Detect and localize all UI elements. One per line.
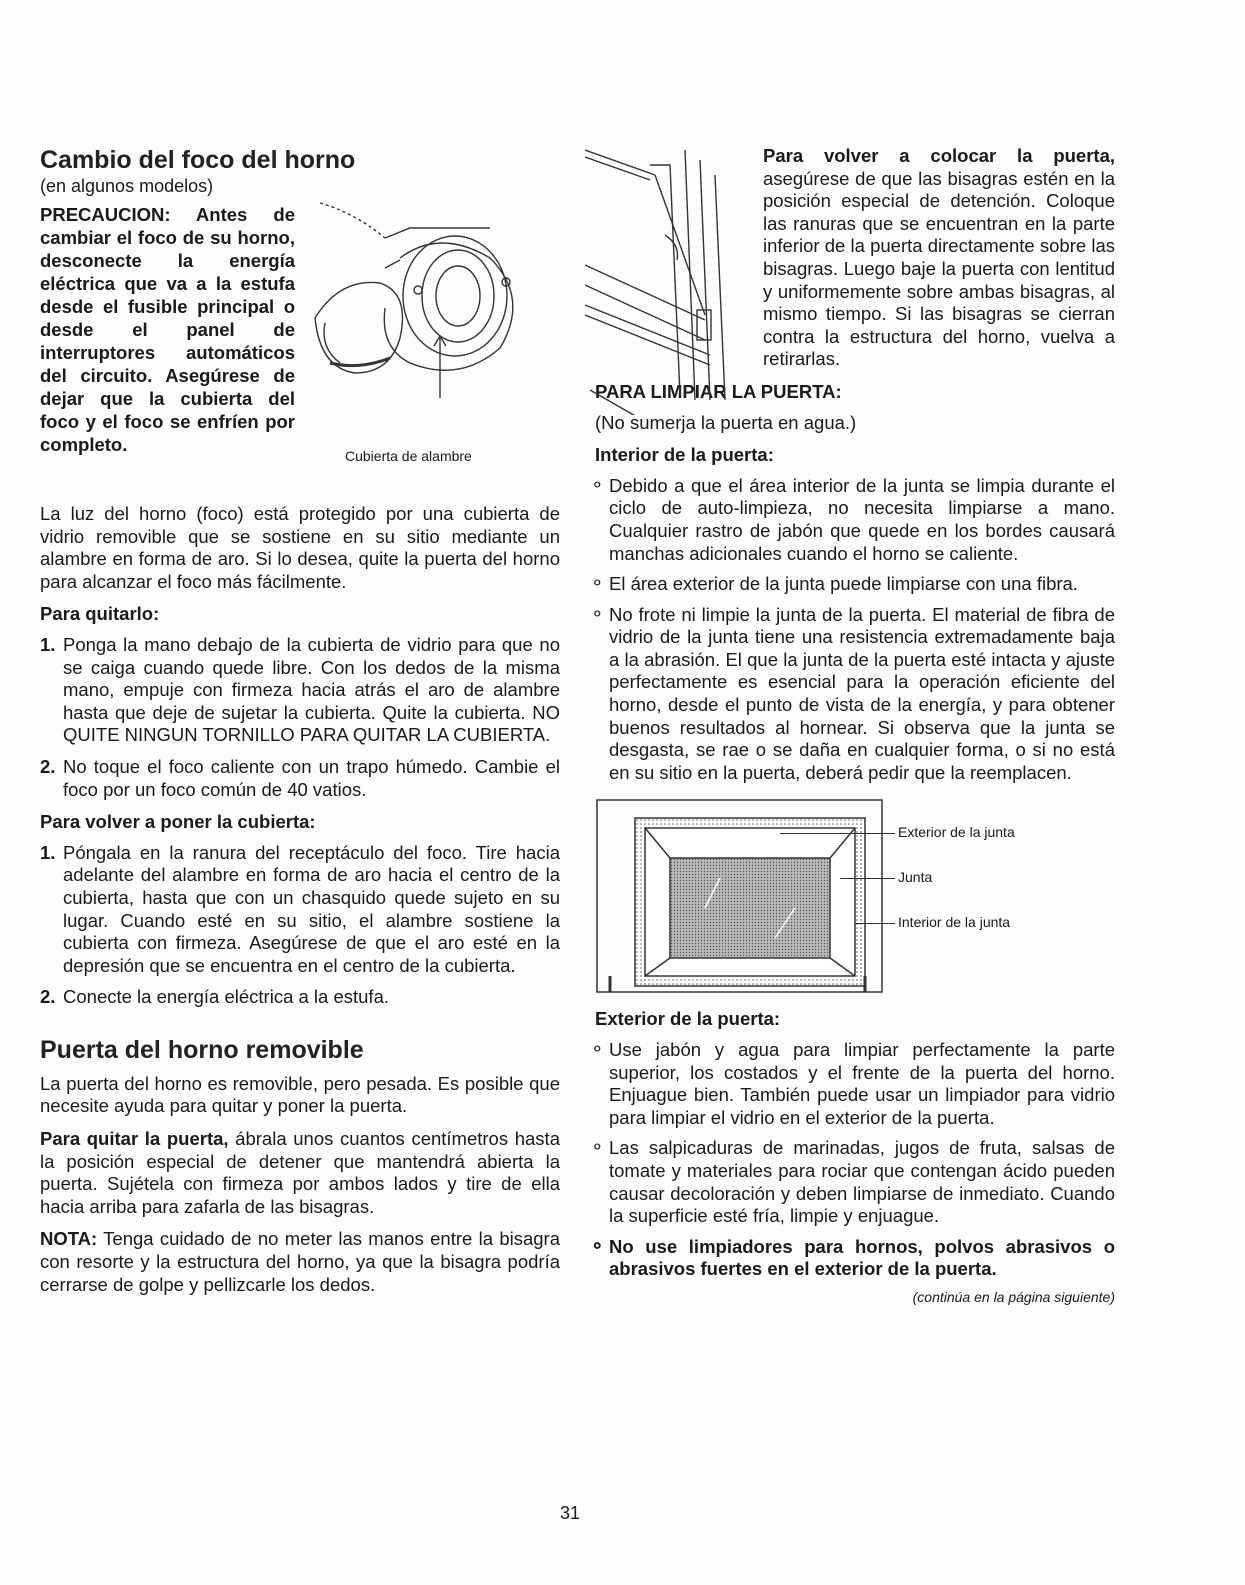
page-number: 31 [560, 1503, 581, 1523]
door-replace-paragraph: Para volver a colocar la puerta, asegúrese de que las bisagras estén en la posición especial de detención. Coloque las ranuras que se encuentran en la parte inferior de la puerta directamente sobre las bisagras. Luego baje la puerta con lentitud y uniformemente sobre ambas bisagras, al mismo tiempo. Si las bisagras se cierran contra la estructura del horno, vuelva a retirarlas. [763, 145, 1115, 370]
list-item: 2. No toque el foco caliente con un trapo húmedo. Cambie el foco por un foco común de 40 vatios. [40, 755, 560, 800]
exterior-heading: Exterior de la puerta: [595, 1008, 781, 1030]
interior-pointer [855, 923, 895, 924]
door-replace-block [595, 145, 1115, 371]
remove-steps [40, 634, 560, 801]
door-note-paragraph: NOTA: Tenga cuidado de no meter las manos entre la bisagra con resorte y la estructura del horno, ya que la bisagra podría cerrarse de golpe y pellizcarle los dedos. [40, 1228, 560, 1295]
gasket-diagram [595, 798, 1115, 998]
list-item: 1. Póngala en la ranura del receptáculo del foco. Tire hacia adelante del alambre en forma de aro hacia el centro de la cubierta, hasta que con un chasquido quede sujeto en su lugar. Cuando esté en su sitio, el alambre sostiene la cubierta con firmeza. Asegúrese de que el aro esté en la depresión que se encuentra en el centro de la cubierta. [40, 841, 560, 976]
exterior-pointer [780, 833, 895, 834]
door-intro: La puerta del horno es removible, pero pesada. Es posible que necesite ayuda para quitar y poner la puerta. [40, 1072, 560, 1117]
bulb-warning-block [40, 203, 560, 503]
bulb-section-subtitle: (en algunos modelos) [40, 176, 214, 196]
list-item: ∘ No frote ni limpie la junta de la puerta. El material de fibra de vidrio de la junta tiene una resistencia extremadamente baja a la abrasión. El que la junta de la puerta esté intacta y ajuste perfectamente es esencial para la operación eficiente del horno, desde el punto de vista de la energía, y para obtener buenos resultados al hornear. Si observa que la junta se desgasta, se rae o se daña en cualquier forma, o si no está en su sitio en la puerta, deberá pedir que la reemplacen. [595, 604, 1115, 785]
list-item: 2. Conecte la energía eléctrica a la estufa. [40, 986, 389, 1008]
exterior-list [595, 1039, 1115, 1281]
bulb-cover-illustration [300, 198, 550, 428]
door-remove-paragraph: Para quitar la puerta, ábrala unos cuantos centímetros hasta la posición especial de detener que mantendrá abierta la puerta. Sujétela con firmeza por ambos lados y tire de ella hacia arriba para zafarla de las bisagras. [40, 1128, 560, 1217]
left-column [40, 145, 560, 1306]
gasket-label: Junta [898, 869, 933, 886]
bulb-figure-caption: Cubierta de alambre [345, 448, 472, 464]
bulb-warning: PRECAUCION: Antes de cambiar el foco de su horno, desconecte la energía eléctrica que va a la estufa desde el fusible principal o desde el panel de interruptores automáticos del circuito. Asegúrese de dejar que la cubierta del foco y el foco se enfríen por completo. [40, 204, 295, 455]
replace-cover-heading: Para volver a poner la cubierta: [40, 811, 316, 833]
junta-pointer [840, 878, 895, 879]
right-column [595, 145, 1115, 1305]
list-item: ∘ El área exterior de la junta puede limpiarse con una fibra. [595, 573, 1115, 596]
door-hinge-illustration [585, 145, 735, 415]
list-item: 1. Ponga la mano debajo de la cubierta de vidrio para que no se caiga cuando quede libre. Con los dedos de la misma mano, empuje con firmeza hacia atrás el aro de alambre hasta que deje de sujetar la cubierta. Quite la cubierta. NO QUITE NINGUN TORNILLO PARA QUITAR LA CUBIERTA. [40, 633, 560, 746]
clean-door-heading: PARA LIMPIAR LA PUERTA: [595, 380, 842, 402]
list-item: ∘ Debido a que el área interior de la junta se limpia durante el ciclo de auto-limpieza, no necesita limpiarse a mano. Cualquier rastro de jabón que quede en los bordes causará manchas adicionales cuando el horno se caliente. [595, 475, 1115, 565]
bulb-section-title: Cambio del foco del horno [40, 146, 356, 174]
interior-list [595, 475, 1115, 785]
replace-steps [40, 842, 560, 1009]
clean-door-note: (No sumerja la puerta en agua.) [595, 411, 857, 433]
list-item: ∘ Las salpicaduras de marinadas, jugos de fruta, salsas de tomate y materiales para rociar que contengan ácido pueden causar decoloración y deben limpiarse de inmediato. Cuando la superficie esté fría, limpie y enjuague. [595, 1137, 1115, 1227]
list-item: ∘ Use jabón y agua para limpiar perfectamente la parte superior, los costados y el frente de la puerta del horno. Enjuague bien. También puede usar un limpiador para vidrio para limpiar el vidrio en el exterior de la puerta. [595, 1039, 1115, 1129]
bulb-intro: La luz del horno (foco) está protegido por una cubierta de vidrio removible que se sostiene en su sitio mediante un alambre en forma de aro. Si lo desea, quite la puerta del horno para alcanzar el foco más fácilmente. [40, 503, 560, 592]
remove-heading: Para quitarlo: [40, 603, 160, 625]
gasket-exterior-label: Exterior de la junta [898, 824, 1015, 841]
interior-heading: Interior de la puerta: [595, 444, 774, 466]
gasket-interior-label: Interior de la junta [898, 914, 1011, 931]
oven-door-illustration [595, 798, 895, 998]
continued-note: (continúa en la página siguiente) [912, 1288, 1115, 1305]
list-item: ∘ No use limpiadores para hornos, polvos abrasivos o abrasivos fuertes en el exterior de la puerta. [595, 1236, 1115, 1281]
door-section-title: Puerta del horno removible [40, 1035, 364, 1064]
